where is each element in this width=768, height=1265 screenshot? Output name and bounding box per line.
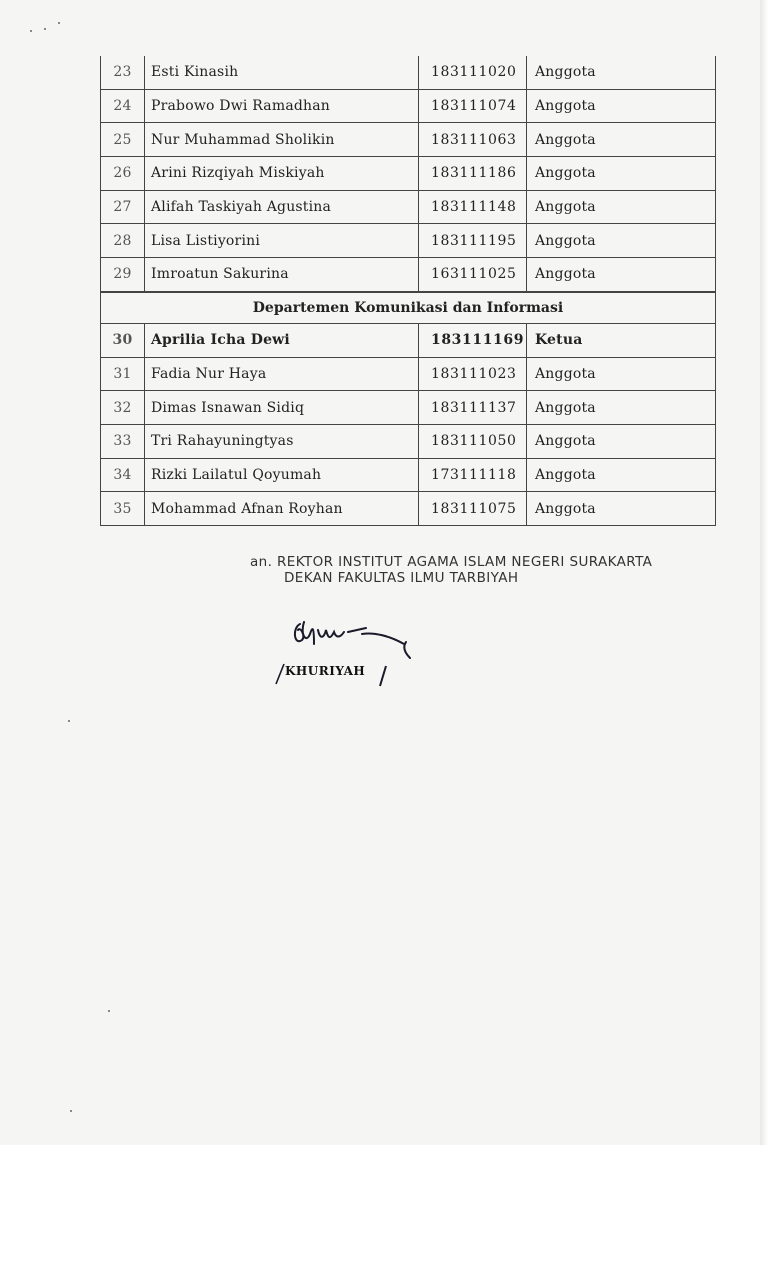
member-name: Dimas Isnawan Sidiq (145, 391, 419, 424)
member-nim: 183111074 (419, 90, 527, 123)
member-name: Imroatun Sakurina (145, 258, 419, 291)
member-nim: 183111063 (419, 123, 527, 156)
signature-line-2: DEKAN FAKULTAS ILMU TARBIYAH (284, 570, 519, 586)
table-row (101, 492, 715, 526)
member-role: Anggota (535, 433, 596, 450)
member-name: Nur Muhammad Sholikin (145, 123, 419, 156)
row-number: 35 (101, 492, 145, 525)
scan-edge (760, 0, 768, 1145)
section-title: Departemen Komunikasi dan Informasi (101, 292, 715, 324)
table-row (101, 224, 715, 258)
member-name: Mohammad Afnan Royhan (145, 492, 419, 525)
member-nim: 183111075 (419, 492, 527, 525)
member-role: Anggota (535, 98, 596, 115)
member-role: Anggota (535, 365, 596, 382)
scan-speck (58, 22, 60, 24)
scan-speck (30, 30, 32, 32)
member-nim: 183111020 (419, 56, 527, 89)
member-role: Anggota (535, 232, 596, 249)
member-nim: 183111148 (419, 191, 527, 224)
member-name: Alifah Taskiyah Agustina (145, 191, 419, 224)
member-name: Prabowo Dwi Ramadhan (145, 90, 419, 123)
row-number: 31 (101, 358, 145, 391)
signature-line-1: an. REKTOR INSTITUT AGAMA ISLAM NEGERI SURAKARTA (250, 554, 653, 570)
signature-block (250, 554, 652, 586)
table-row (101, 425, 715, 459)
table-row (101, 324, 715, 358)
scan-speck (108, 1010, 110, 1012)
scan-speck (70, 1110, 72, 1112)
scan-speck (68, 720, 70, 722)
member-nim: 173111118 (419, 459, 527, 492)
table-row (101, 90, 715, 124)
row-number: 34 (101, 459, 145, 492)
member-nim: 183111169 (419, 324, 527, 357)
row-number: 25 (101, 123, 145, 156)
row-number: 32 (101, 391, 145, 424)
member-role: Anggota (535, 165, 596, 182)
member-nim: 183111023 (419, 358, 527, 391)
member-role: Anggota (535, 64, 596, 81)
row-number: 33 (101, 425, 145, 458)
member-name: Tri Rahayuningtyas (145, 425, 419, 458)
member-table (100, 56, 716, 526)
table-row (101, 258, 715, 292)
member-nim: 183111137 (419, 391, 527, 424)
member-role: Anggota (535, 266, 596, 283)
row-number: 28 (101, 224, 145, 257)
rows-top (101, 56, 715, 292)
row-number: 23 (101, 56, 145, 89)
signer-name: KHURIYAH (285, 664, 366, 678)
row-number: 27 (101, 191, 145, 224)
member-nim: 183111050 (419, 425, 527, 458)
table-row (101, 191, 715, 225)
member-name: Esti Kinasih (145, 56, 419, 89)
member-role: Anggota (535, 466, 596, 483)
table-row (101, 391, 715, 425)
member-name: Rizki Lailatul Qoyumah (145, 459, 419, 492)
member-role: Anggota (535, 199, 596, 216)
member-role: Anggota (535, 399, 596, 416)
row-number: 29 (101, 258, 145, 291)
member-name: Arini Rizqiyah Miskiyah (145, 157, 419, 190)
member-name: Aprilia Icha Dewi (145, 324, 419, 357)
handwritten-signature (270, 614, 420, 694)
member-name: Lisa Listiyorini (145, 224, 419, 257)
member-nim: 163111025 (419, 258, 527, 291)
scan-speck (44, 28, 46, 30)
member-nim: 183111186 (419, 157, 527, 190)
row-number: 24 (101, 90, 145, 123)
member-name: Fadia Nur Haya (145, 358, 419, 391)
table-row (101, 358, 715, 392)
row-number: 26 (101, 157, 145, 190)
rows-bottom (101, 324, 715, 526)
row-number: 30 (101, 324, 145, 357)
member-role: Anggota (535, 500, 596, 517)
table-row (101, 56, 715, 90)
table-row (101, 459, 715, 493)
member-nim: 183111195 (419, 224, 527, 257)
member-role: Ketua (535, 332, 583, 349)
member-role: Anggota (535, 131, 596, 148)
table-row (101, 157, 715, 191)
table-row (101, 123, 715, 157)
